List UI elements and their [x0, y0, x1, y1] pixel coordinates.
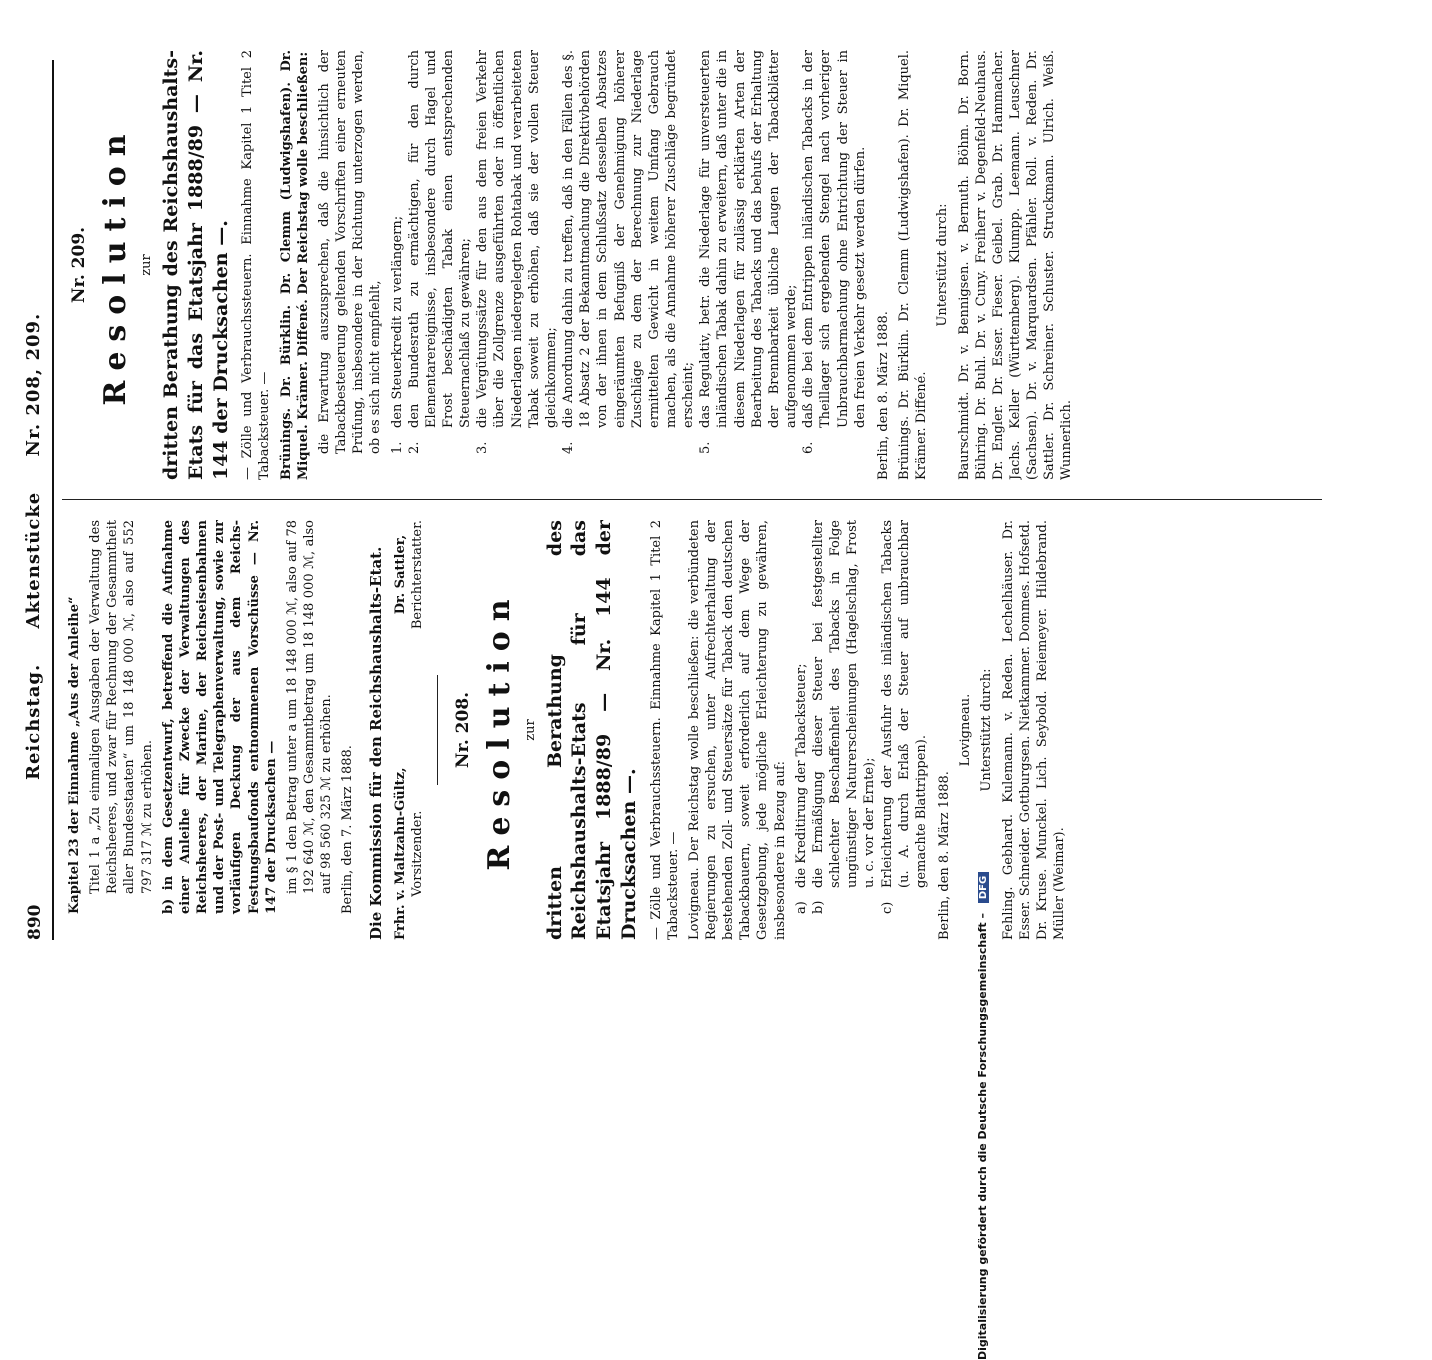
header-middle: Aktenstücke: [23, 491, 44, 629]
resolution-number: Nr. 208.: [452, 691, 473, 769]
resolution-title: dritten Berathung des Reichshaushalts-Etats für das Etatsjahr 1888/89 — Nr. 144 der Drucksachen —.: [160, 50, 232, 480]
column-divider: [62, 499, 1322, 500]
dfg-logo: DFG: [978, 872, 989, 903]
resolution-intro: Lovigneau. Der Reichstag wolle beschließen: die verbündeten Regierungen zu ersuchen, unter Aufrechterhaltung der bestehenden Zoll- und Steuersätze für Taback den deutschen Tabackbauern, soweit erforderlich auf dem Wege der Gesetzgebung, jede mögliche Erleichterung zu gewähren, insbesondere in Bezug auf:: [686, 520, 788, 940]
supported-by: Unterstützt durch:: [979, 668, 995, 792]
page-header: [18, 60, 54, 940]
supporters-list: Baurschmidt. Dr. v. Bennigsen. v. Bernuth. Böhm. Dr. Born. Bühring. Dr. Buhl. Dr. v. Cuny. Freiherr v. Degenfeld-Neuhaus. Dr. Engler. Dr. Esser. Fieser. Geibel. Grab. Dr. Hammacher. Jachs. Keller (Württemberg). Klumpp. Leemann. Leuschner (Sachsen). Dr. v. Marquardsen. Pfähler. Roll. v. Reden. Dr. Sattler. Dr. Schreiner. Schuster. Struckmann. Ulrich. Weiß. Wunnerlich.: [956, 50, 1075, 480]
resolution-intro-2: die Erwartung auszusprechen, daß die hinsichtlich der Tabackbesteuerung geltenden Vorschriften einer erneuten Prüfung, insbesondere in der Richtung unterzogen werden, ob es sich nicht empfiehlt,: [316, 50, 384, 454]
item-b-sub: im § 1 den Betrag unter a um 18 148 000 ℳ, also auf 78 192 640 ℳ, den Gesammtbetrag um 18 148 000 ℳ, also auf 98 560 325 ℳ zu erhöhen.: [284, 520, 335, 894]
supporters-list: Fehling. Gebhard. Kulemann. v. Reden. Lechelhäuser. Dr. Esser. Schneider. Gottburgsen. Nietkammer. Dommes. Hofsetd. Dr. Kruse. Munckel. Lich. Seybold. Reiemeyer. Hildebrand. Müller (Weimar).: [1000, 520, 1067, 940]
titel-1a: Titel 1 a „Zu einmaligen Ausgaben der Verwaltung des Reichsheeres, und zwar für Rechnung der Gesammtheit aller Bundesstaaten“ um 18 148 000 ℳ, also auf 552 797 317 ℳ zu erhöhen.: [88, 520, 155, 894]
resolution-title: dritten Berathung des Reichshaushalts-Etats für das Etatsjahr 1888/89 — Nr. 144 der Drucksachen —.: [543, 520, 640, 940]
list-item: 6. daß die bei dem Entrippen inländischen Tabacks in der Theillager sich ergebenden Stengel nach vorheriger Unbrauchbarmachung ohne Entrichtung der Steuer in den freien Verkehr gesetzt werden dürfen.: [801, 50, 868, 454]
right-column: [66, 50, 1326, 480]
list-item: 1. den Steuerkredit zu verlängern;: [389, 215, 405, 454]
signers: Brünings. Dr. Bürklin. Dr. Clemm (Ludwigshafen). Dr. Miquel. Krämer. Diffené.: [897, 50, 930, 480]
zur-line: zur: [522, 719, 538, 741]
separator-rule: [437, 675, 438, 785]
signatures: [392, 520, 426, 940]
item-b: b) in dem Gesetzentwurf, betreffend die Aufnahme einer Anleihe für Zwecke der Verwaltungen des Reichsheeres, der Marine, der Reichseisenbahnen und der Post- und Telegraphenverwaltung, sowie zur vorläufigen Deckung der aus dem Reichs-Festungsbaufonds entnommenen Vorschüsse — Nr. 147 der Drucksachen —: [160, 520, 279, 914]
page-number: 890: [25, 904, 45, 940]
list-item: c) Erleichterung der Ausfuhr des inländischen Tabacks (u. A. durch Erlaß der Steuer auf unbrauchbar gemachte Blattrippen).: [879, 520, 929, 914]
resolution-heading: Resolution: [482, 589, 518, 871]
resolution-number: Nr. 209.: [69, 226, 89, 304]
header-right: Nr. 208, 209.: [23, 312, 44, 457]
resolution-intro: Brünings. Dr. Bürklin. Dr. Clemm (Ludwigshafen). Dr. Miquel. Krämer. Diffené. Der Reichstag wolle beschließen:: [278, 50, 311, 480]
digitization-text: Digitalisierung gefördert durch die Deutsche Forschungsgemeinschaft –: [976, 913, 989, 1360]
signer: Lovigneau.: [958, 693, 974, 767]
list-item: 3. die Vergütungssätze für den aus dem freien Verkehr über die Zollgrenze ausgeführten oder in öffentlichen Niederlagen niedergelegten Rohtabak und verarbeiteten Tabak soweit zu erhöhen, daß sie der vollen Steuer gleichkommen;: [475, 50, 559, 454]
kapitel-line: Kapitel 23 der Einnahme „Aus der Anleihe“: [67, 596, 82, 914]
kommission-heading: Die Kommission für den Reichshaushalts-Etat.: [366, 546, 385, 940]
list-item: b) die Ermäßigung dieser Steuer bei festgestellter schlechter Beschaffenheit des Tabacks in Folge ungünstiger Naturerscheinungen (Hagelschlag, Frost u. c. vor der Ernte);: [810, 520, 878, 914]
date-line: Berlin, den 8. März 1888.: [937, 771, 953, 940]
supported-by: Unterstützt durch:: [935, 203, 951, 327]
list-item: a) die Kreditirung der Tabacksteuer;: [793, 663, 809, 914]
resolution-subtitle: — Zölle und Verbrauchssteuern. Einnahme Kapitel 1 Titel 2 Tabacksteuer. —: [648, 520, 681, 940]
left-column: [66, 520, 1326, 940]
date-line: Berlin, den 8. März 1888.: [875, 311, 891, 480]
signature-chair: Frhr. v. Maltzahn-Gültz, Vorsitzender.: [393, 767, 426, 940]
header-left: Reichstag.: [23, 663, 44, 780]
resolution-subtitle: — Zölle und Verbrauchssteuern. Einnahme Kapitel 1 Titel 2 Tabacksteuer. —: [240, 50, 273, 480]
signature-rapporteur: Dr. Sattler, Berichterstatter.: [393, 520, 426, 630]
list-item: 5. das Regulativ, betr. die Niederlage für unversteuerten inländischen Tabak dahin zu erweitern, daß unter die in diesem Niederlagen für zulässig erklärten Arten der Bearbeitung des Tabacks und das behufs der Erhaltung der Brennbarkeit übliche Laugen der Tabackblätter aufgenommen werde;: [698, 50, 800, 454]
digitization-credit: [976, 0, 996, 1360]
list-item: 4. die Anordnung dahin zu treffen, daß in den Fällen des §. 18 Absatz 2 der Bekanntmachung die Direktivbehörden von der ihnen in dem Schlußsatz desselben Absatzes eingeräumten Befugniß der Genehmigung höherer Zuschläge zu dem der Berechnung zur Niederlage ermittelten Gewicht in weitem Umfang Gebrauch machen, als die Annahme höherer Zuschläge begründet erscheint;: [561, 50, 697, 454]
header-title: [22, 285, 46, 780]
list-item: 2. den Bundesrath zu ermächtigen, für den durch Elementarereignisse, insbesondere durch Hagel und Frost beschädigten Tabak einen entsprechenden Steuernachlaß zu gewähren;: [406, 50, 474, 454]
date-line: Berlin, den 7. März 1888.: [340, 745, 356, 914]
zur-line: zur: [139, 254, 155, 276]
resolution-heading: Resolution: [98, 124, 134, 406]
